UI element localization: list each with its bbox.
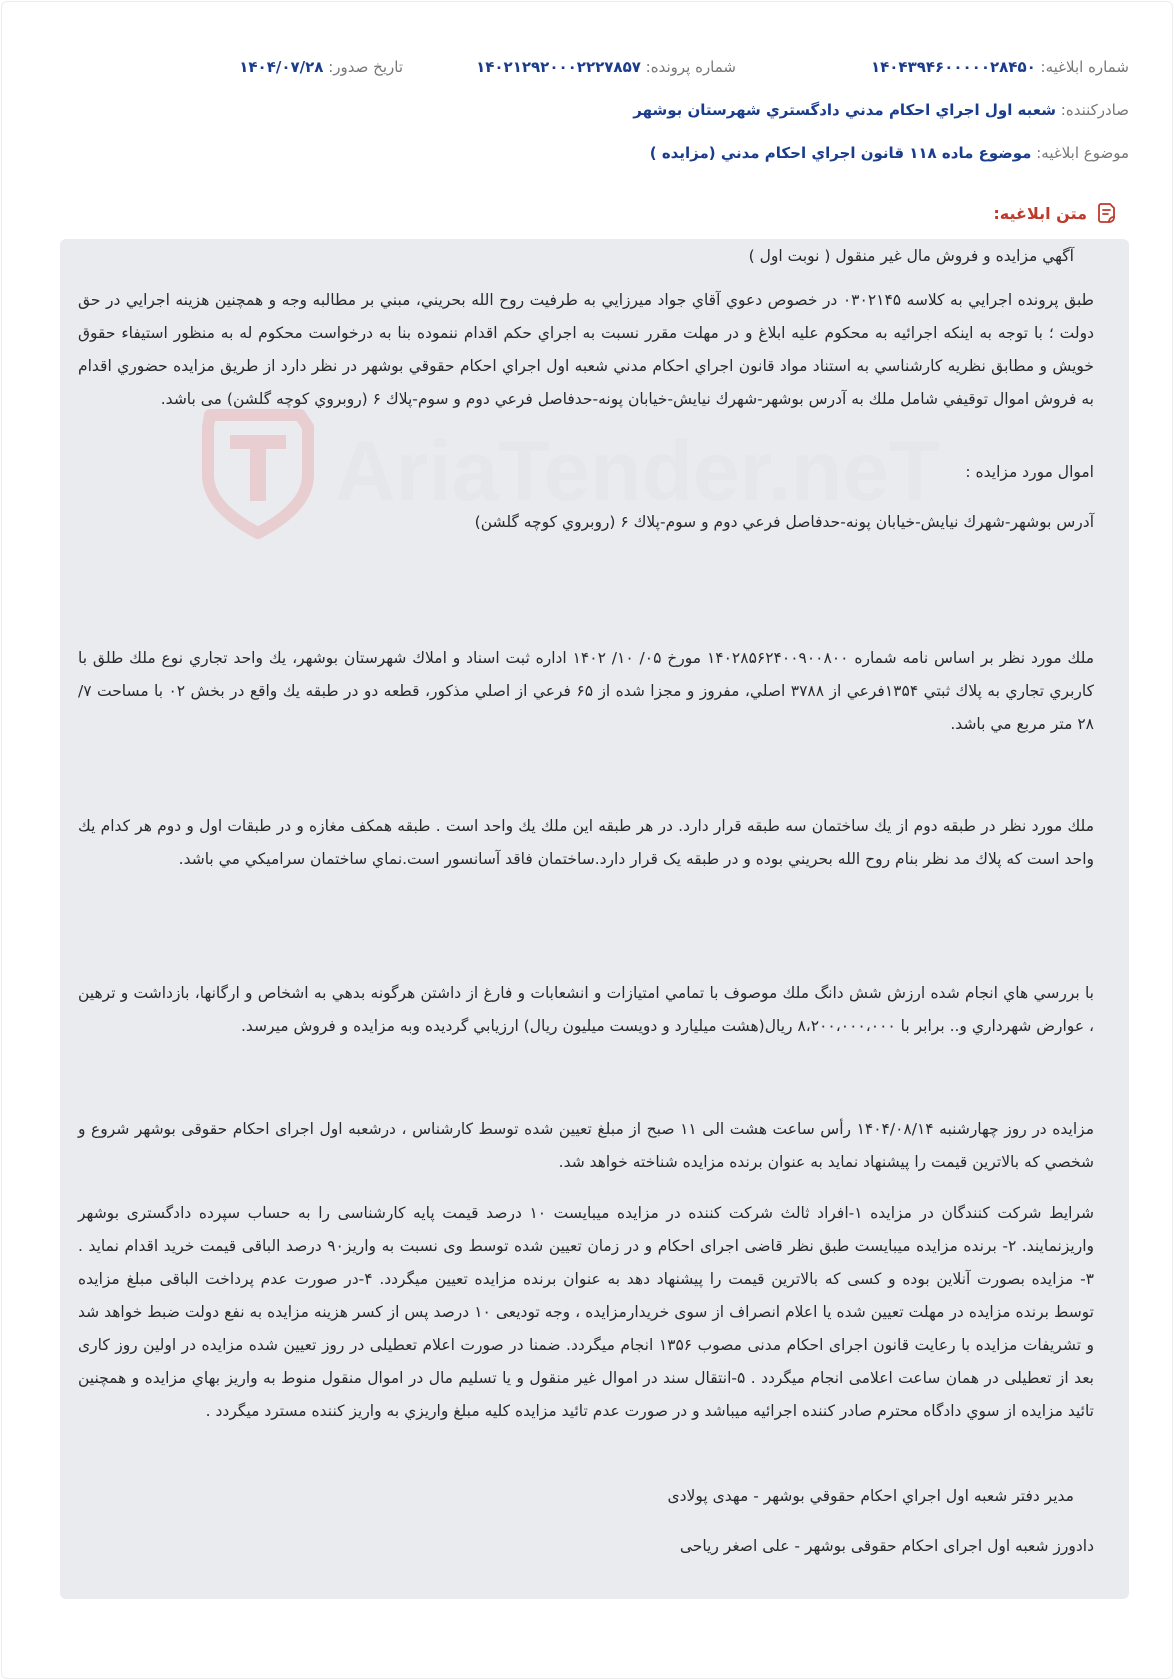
paragraph-property-address: آدرس بوشهر-شهرك نيايش-خيابان پونه-حدفاصل فرعي دوم و سوم-پلاك ۶ (روبروي كوچه گلشن) bbox=[474, 513, 1094, 531]
notice-number-value: ۱۴۰۴۳۹۴۶۰۰۰۰۰۲۸۴۵۰ bbox=[870, 58, 1036, 76]
issue-date-value: ۱۴۰۴/۰۷/۲۸ bbox=[239, 58, 324, 76]
issuer-label: صادرکننده: bbox=[1060, 101, 1129, 119]
paragraph-registry-details: ملك مورد نظر بر اساس نامه شماره ۱۴۰۲۸۵۶۲۴۰۰۹۰۰۸۰۰ مورخ ۰۵/ ۱۰/ ۱۴۰۲ اداره ثبت اسناد و املاك شهرستان بوشهر، يك واحد تجاري نوع ملك طلق با كاربري تجاري به پلاك ثبتي ۱۳۵۴فرعي از ۳۷۸۸ اصلي، مفروز و مجزا شده از ۶۵ فرعي از اصلي مذكور، قطعه دو در طبقه يك واقع در بخش ۰۲ با مساحت ۷/ ۲۸ متر مربع مي باشد. bbox=[78, 649, 1095, 733]
paragraph-valuation: با بررسي هاي انجام شده ارزش شش دانگ ملك موصوف با تمامي امتيازات و انشعابات و فارغ از داشتن هرگونه بدهي به اشخاص و ارگانها، بازداشت و ترهين ، عوارض شهرداري و.. برابر با ۸،۲۰۰،۰۰۰،۰۰۰ ريال(هشت ميليارد و دويست ميليون ريال) ارزيابي گرديده وبه مزايده و فروش ميرسد. bbox=[78, 984, 1094, 1035]
issuer-value: شعبه اول اجراي احكام مدني دادگستري شهرستان بوشهر bbox=[633, 101, 1056, 119]
case-number-label: شماره پرونده: bbox=[645, 58, 736, 76]
paragraph-auction-time: مزايده در روز چهارشنبه ۱۴۰۴/۰۸/۱۴ رأس ساعت هشت الی ۱۱ صبح از مبلغ تعيين شده توسط كارشناس ، درشعبه اول اجرای احکام حقوقی بوشهر شروع و شخصي كه بالاترين قيمت را پيشنهاد نمايد به عنوان برنده مزايده شناخته خواهد شد. bbox=[78, 1120, 1094, 1171]
subject-value: موضوع ماده ۱۱۸ قانون اجراي احكام مدني (مزايده ) bbox=[649, 144, 1032, 162]
document-icon bbox=[1095, 201, 1119, 225]
notice-number-label: شماره ابلاغیه: bbox=[1040, 58, 1129, 76]
issuer-row bbox=[60, 99, 1129, 121]
notice-number bbox=[871, 56, 1129, 78]
issue-date-label: تاریخ صدور: bbox=[328, 58, 403, 76]
case-number bbox=[476, 56, 736, 78]
paragraph-conditions: شرايط شرکت کنندگان در مزايده ۱-افراد ثالث شرکت کننده در مزايده میبایست ۱۰ درصد قیمت پایه کارشناسی را به حساب سپرده دادگستری بوشهر واریزنمایند. ۲- برنده مزايده ميبايست طبق نظر قاضی اجرای احکام و در زمان تعیین شده توسط وی نسبت به واریز۹۰ درصد الباقی قيمت خريد اقدام نمايد . ۳- مزايده بصورت آنلاين بوده و کسی که بالاترين قيمت را پيشنهاد دهد به عنوان برنده مزايده تعيين ميگردد. ۴-در صورت عدم پرداخت الباقی مبلغ مزایده توسط برنده مزایده در مهلت تعیین شده یا اعلام انصراف از سوی خریدارمزایده ، وجه تودیعی ۱۰ درصد پس از کسر هزینه مزایده به نفع دولت ضبط خواهد شد و تشریفات مزایده با رعایت قانون اجرای احکام مدنی مصوب ۱۳۵۶ انجام میگردد. ضمنا در صورت اعلام تعطیلی در روز تعیین شده مزایده در اولین روز کاری بعد از تعطیلی در همان ساعت اعلامی انجام میگردد . ۵-انتقال سند در اموال غير منقول و يا تسليم مال در اموال منقول منوط به واريز بهاي مزايده و همچنين تائيد مزايده از سوي دادگاه محترم صادر كننده اجرائيه ميباشد و در صورت عدم تائيد مزايده كليه مبلغ واريزي به واريز كننده مسترد ميگردد . bbox=[78, 1204, 1095, 1420]
notice-heading: آگهي مزايده و فروش مال غير منقول ( نوبت اول ) bbox=[748, 247, 1074, 265]
paragraph-case-intro: طبق پرونده اجرايي به كلاسه ۰۳۰۲۱۴۵ در خصوص دعوي آقاي جواد ميرزايي به طرفيت روح الله بحريني، مبني بر مطالبه وجه و همچنين هزينه اجرايي در حق دولت ؛ با توجه به اينكه اجرائيه به محكوم عليه ابلاغ و در مهلت مقرر نسبت به اجراي حكم اقدام ننموده بنا به درخواست محكوم له به منظور استيفاء حقوق خويش و مطابق نظريه كارشناسي به استناد مواد قانون اجراي احكام مدني شعبه اول اجراي احكام حقوقي بوشهر در نظر دارد از طريق مزايده حضوري اقدام به فروش اموال توقيفي شامل ملك به آدرس بوشهر-شهرك نيايش-خيابان پونه-حدفاصل فرعي دوم و سوم-پلاك ۶ (روبروي كوچه گلشن) می باشد. bbox=[78, 291, 1095, 408]
signature-office-manager: مدير دفتر شعبه اول اجراي احكام حقوقي بوشهر - مهدی پولادی bbox=[667, 1487, 1074, 1505]
signature-enforcement-officer: دادورز شعبه اول اجرای احکام حقوقی بوشهر - علی اصغر رياحی bbox=[679, 1537, 1094, 1555]
issue-date bbox=[239, 56, 403, 78]
section-title-text: متن ابلاغیه: bbox=[993, 203, 1087, 223]
section-title bbox=[993, 201, 1119, 225]
case-number-value: ۱۴۰۲۱۲۹۲۰۰۰۲۲۲۷۸۵۷ bbox=[476, 58, 641, 76]
watermark-text: AriaTender.neT bbox=[335, 424, 941, 518]
subject-row bbox=[60, 142, 1129, 164]
paragraph-building-details: ملك مورد نظر در طبقه دوم از يك ساختمان سه طبقه قرار دارد. در هر طبقه اين ملك يك واحد است . طبقه همكف مغازه و در طبقات اول و دوم هر كدام يك واحد است كه پلاك مد نظر بنام روح الله بحريني بوده و در طبقه يک قرار دارد.ساختمان فاقد آسانسور است.نماي ساختمان سراميكي مي باشد. bbox=[78, 817, 1094, 868]
paragraph-auction-items-label: اموال مورد مزايده : bbox=[965, 463, 1094, 481]
subject-label: موضوع ابلاغیه: bbox=[1036, 144, 1129, 162]
